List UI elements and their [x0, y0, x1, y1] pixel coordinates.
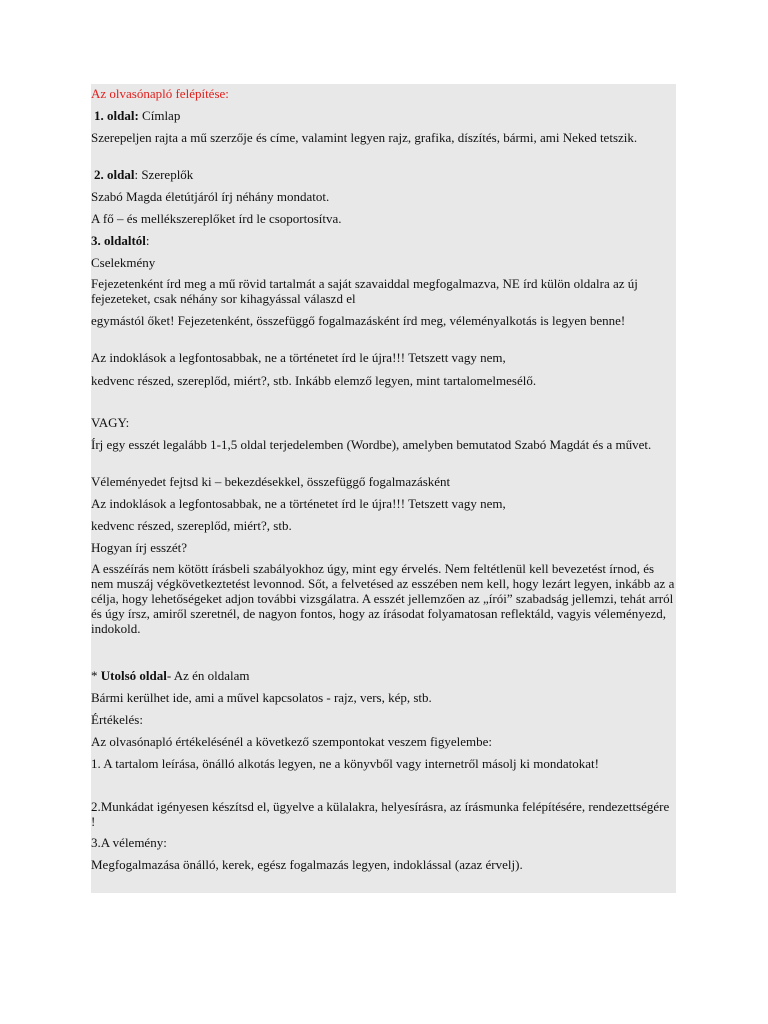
- evaluation-item-2: 2.Munkádat igényesen készítsd el, ügyelve a külalakra, helyesírásra, az írásmunka felépítésére, rendezettségére !: [91, 799, 670, 829]
- evaluation-intro: Az olvasónapló értékelésénél a következő szempontokat veszem figyelembe:: [91, 734, 493, 749]
- page1-label: 1. oldal:: [94, 108, 139, 123]
- essay-question: Hogyan írj esszét?: [91, 540, 188, 555]
- plot-line-3: Az indoklások a legfontosabbak, ne a történetet írd le újra!!! Tetszett vagy nem,: [91, 350, 506, 365]
- page2-line-2: A fő – és mellékszereplőket írd le csoportosítva.: [91, 211, 342, 226]
- last-page-title: [91, 668, 676, 683]
- page3-label: 3. oldaltól: [91, 233, 146, 248]
- page1-title: [94, 108, 679, 123]
- page2-label: 2. oldal: [94, 167, 135, 182]
- last-page-description: Bármi kerülhet ide, ami a művel kapcsolatos - rajz, vers, kép, stb.: [91, 690, 432, 705]
- plot-line-4: kedvenc részed, szereplőd, miért?, stb. Inkább elemző legyen, mint tartalomelmesélő.: [91, 373, 537, 388]
- essay-line-4: kedvenc részed, szereplőd, miért?, stb.: [91, 518, 292, 533]
- bullet-marker: *: [91, 668, 101, 683]
- last-page-text: - Az én oldalam: [166, 668, 250, 683]
- evaluation-item-1: 1. A tartalom leírása, önálló alkotás legyen, ne a könyvből vagy internetről másolj ki mondatokat!: [91, 756, 599, 771]
- essay-line-2: Véleményedet fejtsd ki – bekezdésekkel, összefüggő fogalmazásként: [91, 474, 451, 489]
- essay-line-1: Írj egy esszét legalább 1-1,5 oldal terjedelemben (Wordbe), amelyben bemutatod Szabó Magdát és a művet.: [91, 437, 652, 452]
- plot-line-1: Fejezetenként írd meg a mű rövid tartalmát a saját szavaiddal megfogalmazva, NE írd külön oldalra az új fejezeteket, csak néhány sor kihagyással válaszd el: [91, 276, 638, 306]
- page2-line-1: Szabó Magda életútjáról írj néhány mondatot.: [91, 189, 330, 204]
- plot-label: Cselekmény: [91, 255, 156, 270]
- page1-text: Címlap: [138, 108, 181, 123]
- evaluation-item-3: 3.A vélemény:: [91, 835, 167, 850]
- page2-title: [94, 167, 679, 182]
- essay-paragraph: A esszéírás nem kötött írásbeli szabályokhoz úgy, mint egy érvelés. Nem feltétlenül kell bevezetést írnod, és nem muszáj végkövetkeztetést levonnod. Sőt, a felvetésed az esszében nem kell, hogy lezárt legyen, inkább az a célja, hogy lehetőségeket adjon további vizsgálatra. A esszét jellemzően az „írói” szabadság jellemzi, tehát arról és úgy írsz, amiről szeretnél, de nagyon fontos, hogy az írásodat folyamatosan reflektáld, vagyis véleményezd, indokold.: [91, 561, 675, 636]
- document-page: [91, 84, 676, 893]
- essay-line-3: Az indoklások a legfontosabbak, ne a történetet írd le újra!!! Tetszett vagy nem,: [91, 496, 506, 511]
- evaluation-label: Értékelés:: [91, 712, 143, 727]
- plot-line-2: egymástól őket! Fejezetenként, összefüggő fogalmazásként írd meg, véleményalkotás is legyen benne!: [91, 313, 626, 328]
- page2-text: : Szereplők: [134, 167, 194, 182]
- evaluation-item-3-description: Megfogalmazása önálló, kerek, egész fogalmazás legyen, indoklással (azaz érvelj).: [91, 857, 523, 872]
- last-page-label: Utolsó oldal: [100, 668, 167, 683]
- document-heading: Az olvasónapló felépítése:: [91, 86, 229, 101]
- page3-text: :: [145, 233, 150, 248]
- page1-description: Szerepeljen rajta a mű szerzője és címe, valamint legyen rajz, grafika, díszítés, bármi, ami Neked tetszik.: [91, 130, 638, 145]
- or-label: VAGY:: [91, 415, 130, 430]
- page3-title: [91, 233, 676, 248]
